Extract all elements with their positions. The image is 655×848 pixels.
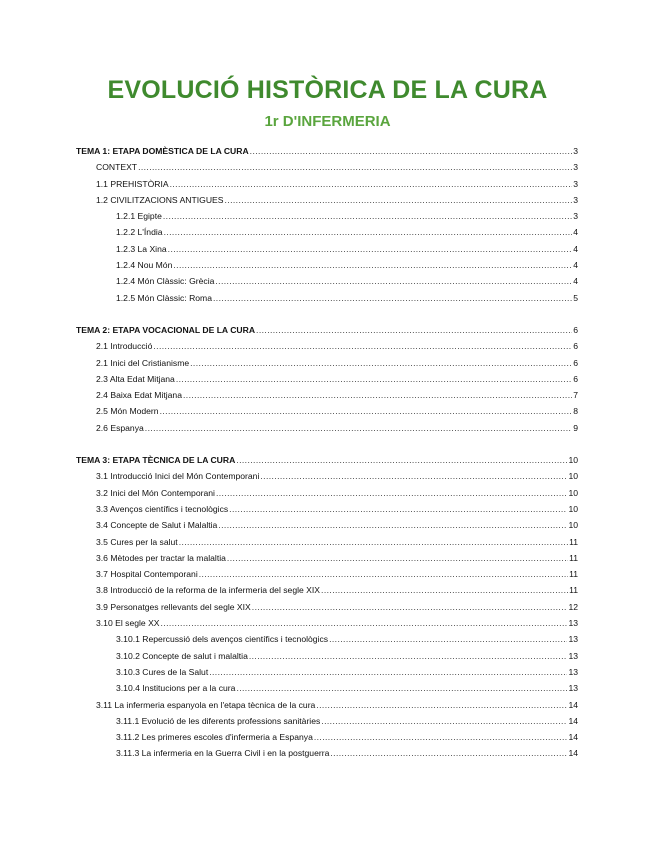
toc-page-number: 3 [573,178,578,189]
toc-page-number: 3 [573,162,578,173]
toc-label: 2.1 Introducció [96,341,153,352]
toc-heading-tema-3[interactable] [76,452,578,468]
toc-page-number: 14 [568,715,578,726]
toc-subentry[interactable] [76,257,578,273]
toc-page-number: 10 [568,503,578,514]
toc-leader [161,615,568,631]
toc-page-number: 6 [573,373,578,384]
toc-leader [209,664,567,680]
toc-page-number: 10 [568,455,578,466]
toc-leader [252,599,568,615]
section-spacer [76,436,578,452]
toc-entry[interactable] [76,403,578,419]
toc-leader [216,485,567,501]
toc-page-number: 13 [568,666,578,677]
toc-label: 1.2.2 L'Índia [116,227,163,238]
toc-label: 3.10.2 Concepte de salut i malaltia [116,650,248,661]
toc-subentry[interactable] [76,290,578,306]
section-spacer [76,306,578,322]
toc-leader [218,517,567,533]
toc-page-number: 13 [568,683,578,694]
toc-label: 2.5 Món Modern [96,406,159,417]
toc-leader [190,355,572,371]
toc-page-number: 6 [573,357,578,368]
toc-page-number: 13 [568,634,578,645]
toc-leader [225,192,573,208]
toc-page-number: 11 [569,585,578,596]
toc-entry[interactable] [76,566,578,582]
toc-entry[interactable] [76,697,578,713]
toc-leader [213,290,572,306]
toc-entry[interactable] [76,468,578,484]
toc-label: 1.2 CIVILITZACIONS ANTIGUES [96,194,224,205]
toc-page-number: 6 [573,341,578,352]
toc-label: TEMA 3: ETAPA TÈCNICA DE LA CURA [76,455,236,466]
toc-page-number: 4 [573,243,578,254]
toc-entry[interactable] [76,159,578,175]
toc-leader [227,550,568,566]
toc-leader [314,729,568,745]
toc-leader [229,501,567,517]
toc-label: 3.11.1 Evolució de les diferents professions sanitàries [116,715,321,726]
toc-entry[interactable] [76,550,578,566]
toc-leader [168,241,573,257]
document-subtitle: 1r D'INFERMERIA [264,113,391,130]
toc-label: 1.1 PREHISTÒRIA [96,178,169,189]
toc-label: 3.10.3 Cures de la Salut [116,666,209,677]
toc-subentry[interactable] [76,648,578,664]
toc-page-number: 14 [568,732,578,743]
toc-page-number: 10 [568,487,578,498]
document-title: EVOLUCIÓ HISTÒRICA DE LA CURA [107,76,548,104]
toc-leader [176,371,572,387]
toc-page-number: 6 [573,324,578,335]
toc-page-number: 11 [569,552,578,563]
toc-leader [199,566,568,582]
toc-leader [164,224,573,240]
toc-entry[interactable] [76,485,578,501]
table-of-contents [76,143,578,762]
toc-leader [321,713,567,729]
toc-page-number: 8 [573,406,578,417]
toc-entry[interactable] [76,420,578,436]
toc-label: 2.6 Espanya [96,422,144,433]
toc-leader [163,208,572,224]
toc-page-number: 11 [569,569,578,580]
toc-label: 3.10.4 Institucions per a la cura [116,683,236,694]
toc-leader [236,680,567,696]
toc-leader [153,338,572,354]
toc-entry[interactable] [76,371,578,387]
toc-page-number: 13 [568,618,578,629]
toc-label: 2.4 Baixa Edat Mitjana [96,390,182,401]
toc-subentry[interactable] [76,631,578,647]
toc-subentry[interactable] [76,729,578,745]
toc-subentry[interactable] [76,680,578,696]
toc-entry[interactable] [76,338,578,354]
toc-page-number: 4 [573,276,578,287]
toc-page-number: 5 [573,292,578,303]
toc-label: 1.2.1 Egipte [116,211,162,222]
toc-leader [256,322,572,338]
toc-leader [236,452,567,468]
toc-leader [145,420,572,436]
toc-page-number: 4 [573,227,578,238]
toc-leader [183,387,572,403]
toc-page-number: 10 [568,471,578,482]
toc-page-number: 3 [573,146,578,156]
toc-subentry[interactable] [76,224,578,240]
toc-label: 1.2.4 Nou Món [116,260,173,271]
toc-subentry[interactable] [76,745,578,761]
toc-label: 3.4 Concepte de Salut i Malaltia [96,520,218,531]
toc-entry[interactable] [76,534,578,550]
toc-leader [329,631,567,647]
toc-page-number: 14 [568,748,578,759]
toc-label: TEMA 1: ETAPA DOMÈSTICA DE LA CURA [76,146,249,156]
toc-label: 3.10 El segle XX [96,618,160,629]
toc-page-number: 9 [573,422,578,433]
toc-label: 2.3 Alta Edat Mitjana [96,373,175,384]
toc-leader [170,176,573,192]
toc-entry[interactable] [76,355,578,371]
toc-page-number: 14 [568,699,578,710]
toc-leader [160,403,573,419]
toc-label: 3.11.3 La infermeria en la Guerra Civil i en la postguerra [116,748,330,759]
toc-subentry[interactable] [76,241,578,257]
toc-label: 3.10.1 Repercussió dels avenços científics i tecnològics [116,634,329,645]
toc-label: TEMA 2: ETAPA VOCACIONAL DE LA CURA [76,324,256,335]
toc-leader [215,273,572,289]
toc-subentry[interactable] [76,273,578,289]
toc-page-number: 4 [573,260,578,271]
toc-subentry[interactable] [76,664,578,680]
toc-leader [249,648,568,664]
toc-entry[interactable] [76,615,578,631]
toc-heading-tema-2[interactable] [76,322,578,338]
toc-subentry[interactable] [76,208,578,224]
toc-entry[interactable] [76,582,578,598]
toc-label: 3.1 Introducció Inici del Món Contemporani [96,471,260,482]
toc-leader [173,257,572,273]
toc-entry[interactable] [76,387,578,403]
toc-label: CONTEXT [96,162,138,173]
toc-leader [321,582,568,598]
toc-label: 3.2 Inici del Món Contemporani [96,487,215,498]
toc-label: 3.8 Introducció de la reforma de la infermeria del segle XIX [96,585,321,596]
toc-page-number: 3 [573,194,578,205]
toc-page-number: 12 [568,601,578,612]
toc-leader [316,697,567,713]
toc-page-number: 3 [573,211,578,222]
toc-label: 2.1 Inici del Cristianisme [96,357,190,368]
toc-heading-tema-1[interactable] [76,143,578,159]
toc-label: 3.9 Personatges rellevants del segle XIX [96,601,251,612]
toc-page-number: 11 [569,536,578,547]
toc-leader [250,143,573,159]
toc-label: 3.11.2 Les primeres escoles d'infermeria a Espanya [116,732,313,743]
toc-label: 1.2.4 Món Clàssic: Grècia [116,276,215,287]
toc-subentry[interactable] [76,713,578,729]
toc-leader [330,745,567,761]
toc-entry[interactable] [76,501,578,517]
toc-label: 3.11 La infermeria espanyola en l'etapa tècnica de la cura [96,699,316,710]
toc-leader [260,468,567,484]
toc-page-number: 10 [568,520,578,531]
toc-page-number: 13 [568,650,578,661]
toc-entry[interactable] [76,176,578,192]
toc-label: 3.3 Avenços científics i tecnològics [96,503,229,514]
toc-label: 1.2.3 La Xina [116,243,167,254]
toc-label: 3.5 Cures per la salut [96,536,178,547]
toc-entry[interactable] [76,517,578,533]
toc-leader [138,159,572,175]
toc-page-number: 7 [573,390,578,401]
toc-label: 1.2.5 Món Clàssic: Roma [116,292,212,303]
toc-label: 3.7 Hospital Contemporani [96,569,198,580]
toc-label: 3.6 Mètodes per tractar la malaltia [96,552,226,563]
toc-entry[interactable] [76,192,578,208]
toc-entry[interactable] [76,599,578,615]
toc-leader [179,534,568,550]
